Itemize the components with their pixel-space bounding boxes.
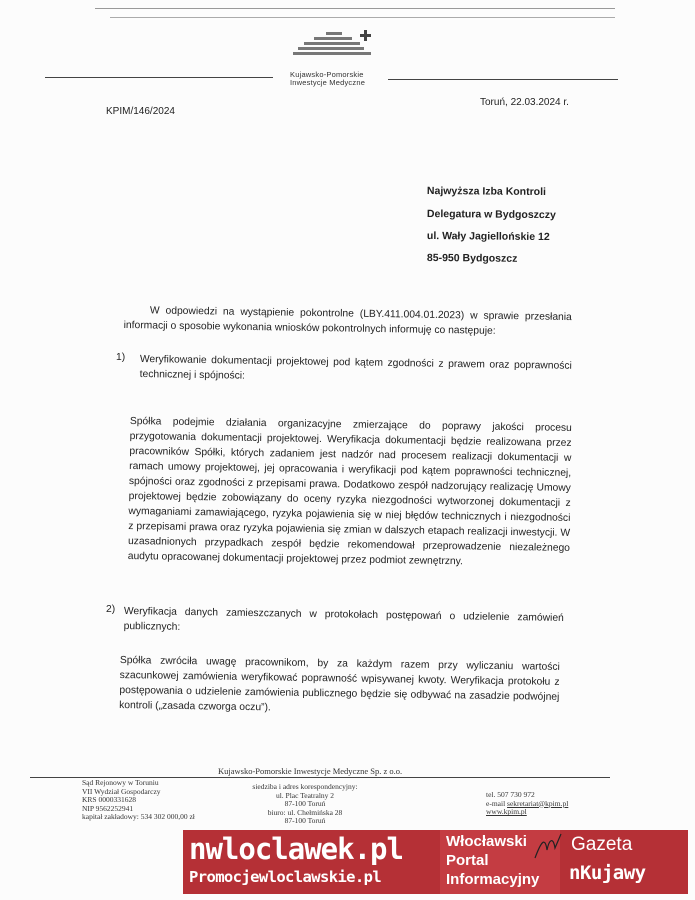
item1-number: 1) — [116, 352, 126, 363]
footer-court1: Sąd Rejonowy w Toruniu — [82, 778, 159, 787]
recipient-line1: Najwyższa Izba Kontroli — [426, 184, 547, 199]
banner-portal-line1: Włocławski — [446, 833, 527, 850]
recipient-line4: 85-950 Bydgoszcz — [426, 251, 518, 265]
footer-capital: kapitał zakładowy: 534 302 000,00 zł — [82, 812, 195, 822]
document-reference: KPIM/146/2024 — [106, 106, 175, 117]
footer-email-label: e-mail — [486, 798, 508, 808]
company-logo-mark — [290, 28, 385, 74]
footer-www-link[interactable]: www.kpim.pl — [486, 807, 527, 817]
banner-promo-name[interactable]: Promocjewloclawskie.pl — [189, 868, 382, 886]
scan-edge-line — [95, 8, 615, 9]
news-banner[interactable] — [183, 830, 688, 894]
header-rule-left — [45, 77, 273, 78]
signature-mark — [531, 832, 571, 862]
recipient-line2: Delegatura w Bydgoszczy — [426, 207, 556, 222]
footer-tel: tel. 507 730 972 — [486, 790, 535, 799]
recipient-line3: ul. Wały Jagiellońskie 12 — [426, 229, 550, 244]
footer-registry — [82, 779, 195, 822]
footer-seat2: ul. Plac Teatralny 2 — [275, 790, 335, 800]
item1-paragraph: Spółka podejmie działania organizacyjne zmierzające do poprawy jakości procesu przygotowania dokumentacji projektowej. Weryfikacja dokumentacji będzie realizowana przez pracowników Spółki, których zadaniem jest nadzór nad procesem realizacji dokumentacji w ramach umowy projektowej, jej opracowania i weryfikacji pod kątem poprawności technicznej, spójności oraz zgodności z przepisami prawa. Dodatkowo zespół nadzorujący realizację Umowy projektowej będzie zobowiązany do oceny ryzyka niezgodności wytworzonej dokumentacji z wymaganiami zamawiającego, ryzyka pojawienia się w niej błędów technicznych i niezgodności z przepisami prawa oraz ryzyka pojawienia się zmian w dalszych etapach realizacji inwestycji. W uzasadnionych przypadkach zespół będzie rekomendował przeprowadzenie niezależnego audytu opracowanej dokumentacji projektowej przez podmiot zewnętrzny. — [127, 415, 572, 568]
footer-office2: 87-100 Toruń — [284, 816, 326, 826]
footer-email-link[interactable]: sekretariat@kpim.pl — [507, 798, 569, 808]
footer-seat3: 87-100 Toruń — [284, 799, 326, 809]
logo-text-line1: Kujawsko-Pomorskie — [290, 70, 364, 79]
intro-paragraph: W odpowiedzi na wystąpienie pokontrolne (LBY.411.004.01.2023) w sprawie przesłania informacji o sposobie wykonania wniosków pokontrolnych informuję co następuje: — [123, 305, 572, 337]
item2-heading: Weryfikacja danych zamieszczanych w protokołach postępowań o udzielenie zamówień publicznych: — [123, 605, 564, 633]
logo-text-line2: Inwestycje Medyczne — [290, 78, 366, 87]
banner-portal-line3: Informacyjny — [446, 871, 540, 888]
banner-site-name[interactable]: nwloclawek.pl — [189, 832, 403, 866]
footer-company-name: Kujawsko-Pomorskie Inwestycje Medyczne Sp. z o.o. — [218, 766, 403, 776]
footer-court2: VII Wydział Gospodarczy — [82, 786, 161, 796]
item2-number: 2) — [106, 604, 116, 615]
company-logo — [290, 28, 385, 74]
footer-krs: KRS 0000331628 — [82, 795, 136, 805]
header-rule-right — [388, 79, 618, 80]
footer-nip: NIP 9562252941 — [82, 803, 134, 813]
footer-seat1: siedziba i adres korespondencyjny: — [252, 782, 358, 791]
item1-heading: Weryfikowanie dokumentacji projektowej pod kątem zgodności z prawem oraz poprawności technicznej i spójności: — [139, 353, 572, 382]
item2-paragraph: Spółka zwróciła uwagę pracownikom, by za każdym razem przy wyliczaniu wartości szacunkowej zamówienia weryfikować poprawność wpisywanej kwoty. Weryfikacja protokołu z postępowania o udzielenie zamówienia publicznego będzie się odbywać na zasadzie podwójnej kontroli („zasada czworga oczu”). — [119, 654, 560, 714]
footer-office1: biuro: ul. Chełmińska 28 — [267, 807, 343, 817]
footer-contact — [486, 791, 568, 817]
place-date: Toruń, 22.03.2024 r. — [480, 97, 569, 108]
scan-edge-line — [110, 17, 615, 18]
banner-gazeta[interactable]: Gazeta — [571, 834, 633, 855]
banner-portal-line2: Portal — [446, 852, 489, 869]
banner-portal-text — [446, 832, 539, 889]
banner-nkujawy[interactable]: nKujawy — [569, 862, 646, 884]
footer-addresses — [250, 783, 360, 826]
